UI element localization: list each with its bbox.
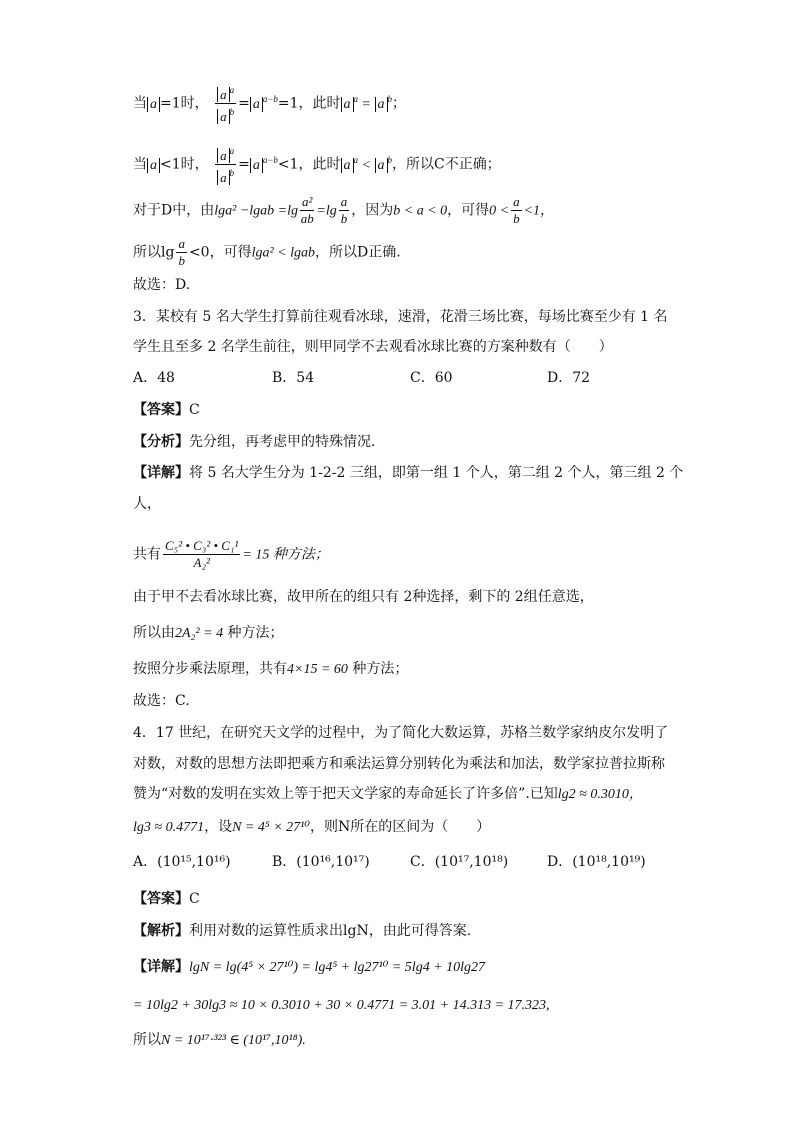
option-a: A．(10¹⁵,10¹⁶) [133,854,231,870]
math-expr: N = 10¹⁷·³²³ ∈ (10¹⁷,10¹⁸). [161,1033,306,1048]
detail-3-line-6 [133,659,408,680]
question-4-line-2: 对数，对数的思想方法即把乘方和乘法运算分别转化为乘法和加法，数学家拉普拉斯称 [133,756,665,772]
label: 【详解】 [133,959,189,975]
text: ，因为 [351,202,394,219]
math-expr: 2A₂² = 4 [175,626,224,641]
text: 所以 [133,1032,161,1048]
detail-3-line-3 [133,538,329,571]
text: ，则N所在的区间为（ ） [310,819,491,835]
option-a: A．48 [133,370,175,386]
math-expr: <1， [523,203,555,219]
option-c: C．(10¹⁷,10¹⁸) [410,854,509,870]
text: <1时， [160,156,209,173]
fraction: $\frac{a}{b}$ [340,194,348,226]
text: 当 [133,156,147,173]
math-expr: =lg [316,203,337,219]
detail-4-line-1 [133,957,485,978]
option-d: D．72 [547,370,591,386]
fraction: $\frac{a ^a}{a ^b}$ [215,143,236,186]
option-d: D．(10¹⁸,10¹⁹) [547,854,646,870]
line-3 [133,194,554,227]
math-expr: lg2 ≈ 0.3010， [557,787,643,802]
question-4-line-4 [133,817,490,838]
detail-3-line-7: 故选：C. [133,693,190,709]
text: 所以由 [133,625,175,641]
line-1: 当 a =1时， $\frac{a ^a}{a ^b}$ = a $^{a-b}$=1，此时 a $^a$ = a $^b$； [133,82,406,125]
text: 对于D中，由 [133,202,215,219]
detail-4-line-3 [133,1030,306,1051]
fraction: $\frac{\text{C₅² • C₃² • C₁¹}}{\text{A₂²}}$ [165,538,239,570]
answer-4 [133,889,200,909]
detail-4-line-2: = 10lg2 + 30lg3 ≈ 10 × 0.3010 + 30 × 0.4771 = 3.01 + 14.313 = 17.323, [133,998,550,1013]
question-3-line-1: 3．某校有 5 名大学生打算前往观看冰球，速滑，花滑三场比赛，每场比赛至少有 1 名 [133,309,668,325]
text: 先分组，再考虑甲的特殊情况. [189,434,376,450]
fraction: $\frac{a}{b}$ [178,236,185,268]
text: 所以lg [133,244,175,261]
text: 将 5 名大学生分为 1-2-2 三组，即第一组 1 个人，第二组 2 个人，第三组 2 个 [189,465,684,481]
math-expr: 0 < [489,203,510,219]
question-4-line-1: 4．17 世纪，在研究天文学的过程中，为了简化大数运算，苏格兰数学家纳皮尔发明了 [133,725,669,741]
label: 【答案】 [133,402,189,418]
text: ，可得 [447,202,490,219]
math-expr: = 15 种方法； [242,547,329,563]
text: 赞为“对数的发明在实效上等于把天文学家的寿命延长了许多倍”.已知 [133,786,558,802]
label: 【详解】 [133,465,189,481]
question-4-line-3 [133,784,643,805]
option-b: B．54 [272,370,315,386]
question-3-line-2: 学生且至多 2 名学生前往，则甲同学不去观看冰球比赛的方案种数有（ ） [133,339,613,355]
math-expr: b < a < 0 [393,203,448,219]
math-abs-a: a [147,97,160,112]
text: 按照分步乘法原理，共有 [133,661,287,677]
text: <1，此时 [277,156,341,173]
text: C [189,402,200,418]
option-b: B．(10¹⁶,10¹⁷) [272,854,370,870]
line-4 [133,236,401,269]
text: <0，可得 [188,244,252,261]
text: ； [392,95,406,112]
math-expr: lgN = lg(4⁵ × 27¹⁰) = lg4⁵ + lg27¹⁰ = 5lg4 + 10lg27 [189,960,486,975]
text: =1时， [160,95,209,112]
line-5: 故选：D. [133,277,191,293]
option-c: C．60 [410,370,453,386]
math-expr: lga² < lgab [251,245,316,261]
text: 利用对数的运算性质求出lgN，由此可得答案. [189,923,472,939]
text: ，所以D正确. [315,244,401,261]
math-expr: N = 4⁵ × 27¹⁰ [232,820,310,835]
explanation-4 [133,921,471,941]
text: 种方法； [223,625,284,641]
fraction: $\frac{\text{a²}}{ab}$ [300,194,314,226]
text: =1，此时 [277,95,341,112]
math-expr: lg3 ≈ 0.4771 [133,820,205,835]
analysis-3 [133,432,375,452]
math-expr: 4×15 = 60 [287,662,348,677]
detail-3-line-5 [133,623,284,644]
fraction: $\frac{a ^a}{a ^b}$ [215,82,236,125]
line-2: 当 a <1时， $\frac{a ^a}{a ^b}$ = a $^{a-b}$<1，此时 a $^a$ < a $^b$，所以C不正确； [133,143,501,186]
detail-3-line-4: 由于甲不去看冰球比赛，故甲所在的组只有 2种选择，剩下的 2组任意选， [133,589,594,605]
label: 【答案】 [133,891,189,907]
text: 共有 [133,546,161,563]
label: 【解析】 [133,923,189,939]
text: ，所以C不正确； [392,156,501,173]
detail-3-line-2: 人， [133,496,161,512]
text: 当 [133,95,147,112]
math-expr: lga² −lgab =lg [214,203,298,219]
label: 【分析】 [133,434,189,450]
detail-3-line-1 [133,463,683,483]
text: 种方法； [347,661,409,677]
text: ，设 [204,819,233,835]
fraction: $\frac{a}{b}$ [513,194,520,226]
answer-3 [133,400,200,420]
text: C [189,891,200,907]
